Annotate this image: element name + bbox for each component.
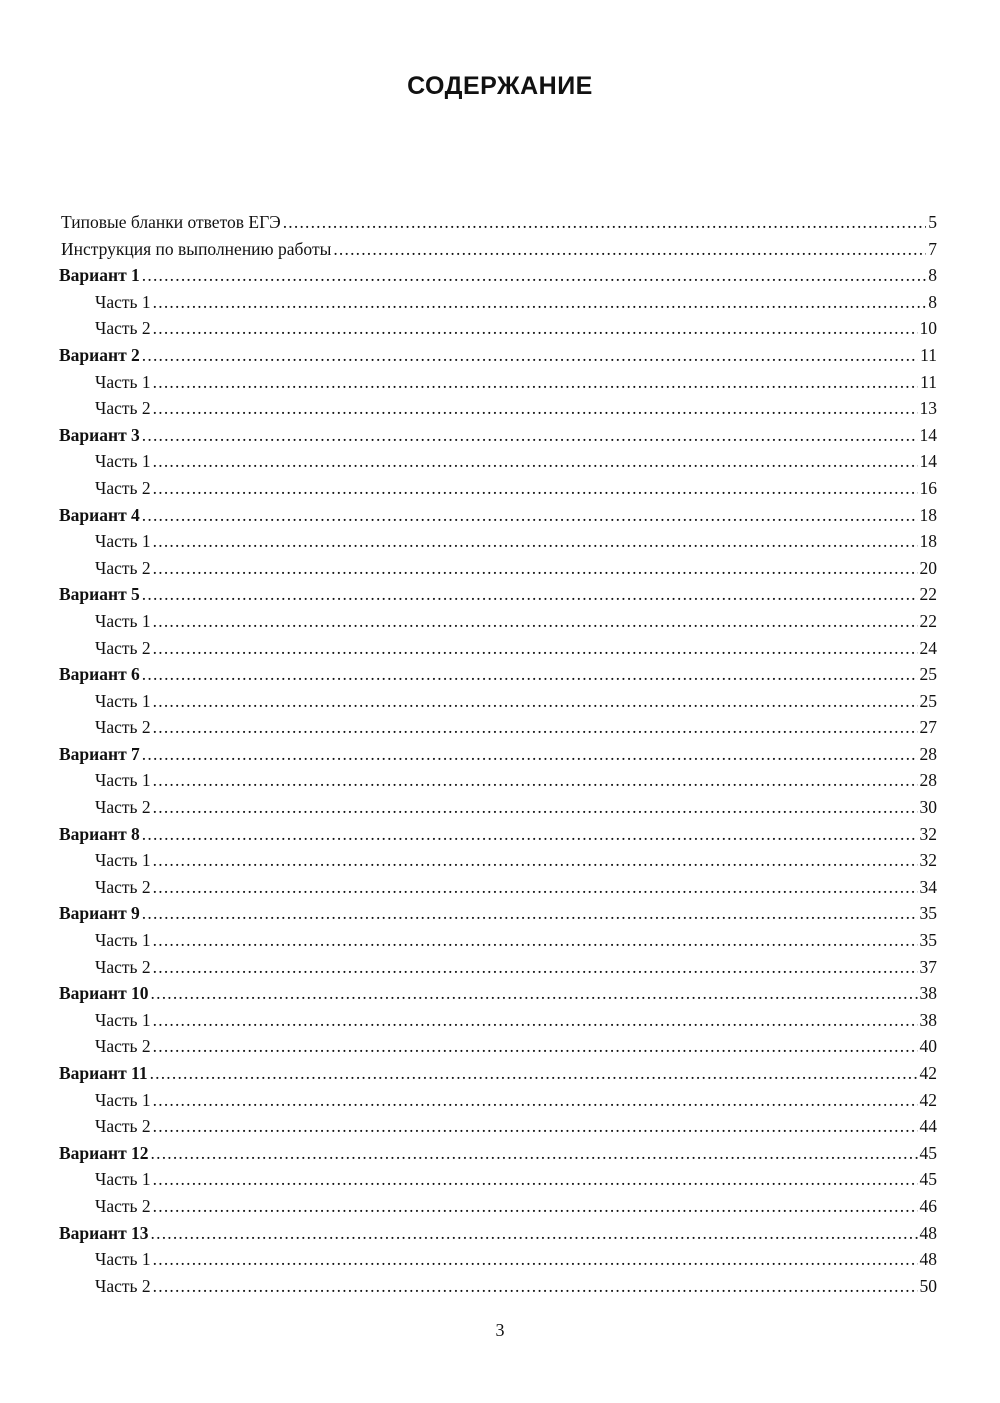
toc-entry-page: 48: [919, 1249, 937, 1270]
toc-entry-top-level[interactable]: [57, 236, 937, 263]
toc-entry-label: Инструкция по выполнению работы: [61, 238, 332, 259]
toc-entry-page: 13: [919, 398, 937, 419]
toc-entry-label: Часть 1: [95, 451, 151, 472]
toc-dot-leader: [151, 980, 918, 1007]
toc-entry-part[interactable]: [57, 767, 937, 794]
toc-entry-label: Часть 2: [95, 1036, 151, 1057]
toc-entry-part[interactable]: [57, 1193, 937, 1220]
toc-entry-part[interactable]: [57, 927, 937, 954]
toc-entry-label: Типовые бланки ответов ЕГЭ: [61, 212, 281, 232]
toc-entry-part[interactable]: [57, 714, 937, 741]
toc-dot-leader: [142, 262, 926, 289]
toc-entry-label: Вариант 5: [59, 584, 140, 605]
toc-dot-leader: [153, 927, 918, 954]
toc-dot-leader: [150, 1060, 918, 1087]
toc-dot-leader: [153, 954, 918, 981]
toc-entry-page: 46: [919, 1195, 937, 1216]
toc-entry-label: Часть 1: [95, 531, 151, 552]
toc-dot-leader: [151, 1140, 918, 1167]
toc-entry-part[interactable]: [57, 1113, 937, 1140]
toc-dot-leader: [153, 635, 918, 662]
toc-entry-part[interactable]: [57, 395, 937, 422]
toc-entry-label: Часть 1: [95, 850, 151, 871]
toc-entry-page: 35: [919, 903, 937, 924]
toc-dot-leader: [153, 1166, 918, 1193]
toc-entry-page: 38: [919, 1009, 937, 1030]
toc-entry-variant[interactable]: [57, 422, 937, 449]
toc-entry-page: 35: [919, 930, 937, 951]
toc-entry-part[interactable]: [57, 794, 937, 821]
toc-entry-page: 44: [919, 1116, 937, 1137]
toc-dot-leader: [153, 1273, 918, 1300]
toc-entry-page: 25: [919, 664, 937, 685]
toc-dot-leader: [153, 1193, 918, 1220]
toc-dot-leader: [142, 821, 918, 848]
toc-entry-part[interactable]: [57, 608, 937, 635]
toc-entry-variant[interactable]: [57, 980, 937, 1007]
toc-dot-leader: [153, 714, 918, 741]
toc-dot-leader: [153, 874, 918, 901]
toc-dot-leader: [142, 661, 918, 688]
toc-entry-label: Вариант 6: [59, 664, 140, 685]
toc-dot-leader: [142, 900, 918, 927]
toc-dot-leader: [283, 209, 927, 236]
toc-entry-page: 10: [919, 318, 937, 339]
toc-entry-label: Часть 1: [95, 690, 151, 711]
toc-entry-page: 20: [919, 557, 937, 578]
toc-entry-page: 48: [919, 1222, 937, 1243]
toc-entry-label: Часть 2: [95, 797, 151, 818]
toc-dot-leader: [153, 1246, 918, 1273]
toc-entry-variant[interactable]: [57, 1140, 937, 1167]
toc-entry-label: Вариант 12: [59, 1142, 149, 1163]
toc-entry-part[interactable]: [57, 1033, 937, 1060]
toc-entry-page: 38: [919, 983, 937, 1004]
toc-entry-label: Часть 1: [95, 371, 151, 392]
toc-entry-label: Вариант 1: [59, 265, 140, 286]
toc-entry-part[interactable]: [57, 688, 937, 715]
toc-dot-leader: [153, 528, 918, 555]
toc-entry-page: 11: [920, 371, 937, 392]
toc-entry-page: 22: [919, 610, 937, 631]
toc-entry-page: 32: [919, 850, 937, 871]
toc-entry-part[interactable]: [57, 448, 937, 475]
toc-entry-page: 8: [928, 265, 937, 286]
toc-dot-leader: [142, 741, 918, 768]
toc-entry-label: Часть 2: [95, 477, 151, 498]
toc-dot-leader: [142, 342, 918, 369]
toc-entry-variant[interactable]: [57, 741, 937, 768]
page-number: 3: [495, 1320, 505, 1340]
table-of-contents: [57, 209, 937, 1299]
toc-entry-variant[interactable]: [57, 502, 937, 529]
toc-entry-part[interactable]: [57, 847, 937, 874]
toc-entry-label: Часть 1: [95, 1089, 151, 1110]
toc-dot-leader: [153, 395, 918, 422]
toc-entry-page: 34: [919, 876, 937, 897]
toc-entry-label: Часть 1: [95, 1249, 151, 1270]
toc-entry-variant[interactable]: [57, 1220, 937, 1247]
toc-entry-page: 30: [919, 797, 937, 818]
toc-entry-part[interactable]: [57, 289, 937, 316]
toc-entry-label: Часть 2: [95, 1116, 151, 1137]
toc-dot-leader: [153, 315, 918, 342]
toc-entry-page: 8: [928, 291, 937, 312]
toc-entry-label: Часть 2: [95, 956, 151, 977]
toc-entry-page: 27: [919, 717, 937, 738]
toc-entry-variant[interactable]: [57, 1060, 937, 1087]
toc-entry-label: Часть 2: [95, 557, 151, 578]
toc-entry-label: Вариант 9: [59, 903, 140, 924]
toc-entry-label: Часть 1: [95, 610, 151, 631]
toc-entry-page: 40: [919, 1036, 937, 1057]
toc-dot-leader: [142, 422, 918, 449]
toc-entry-label: Часть 2: [95, 637, 151, 658]
toc-entry-page: 28: [919, 770, 937, 791]
toc-entry-page: 18: [919, 504, 937, 525]
toc-dot-leader: [153, 555, 918, 582]
toc-entry-label: Часть 2: [95, 717, 151, 738]
toc-entry-label: Вариант 7: [59, 743, 140, 764]
toc-dot-leader: [153, 767, 918, 794]
toc-entry-part[interactable]: [57, 954, 937, 981]
toc-entry-page: 42: [919, 1063, 937, 1083]
toc-dot-leader: [153, 448, 918, 475]
toc-entry-label: Вариант 4: [59, 504, 140, 525]
toc-entry-page: 7: [928, 238, 937, 259]
toc-entry-page: 45: [919, 1142, 937, 1163]
toc-entry-page: 32: [919, 823, 937, 844]
toc-entry-page: 45: [919, 1169, 937, 1190]
toc-entry-label: Вариант 3: [59, 424, 140, 445]
toc-entry-page: 28: [919, 743, 937, 764]
toc-entry-variant[interactable]: [57, 262, 937, 289]
toc-entry-part[interactable]: [57, 528, 937, 555]
toc-dot-leader: [153, 794, 918, 821]
page-title: СОДЕРЖАНИЕ: [407, 72, 593, 100]
toc-dot-leader: [153, 1087, 918, 1114]
toc-dot-leader: [153, 608, 918, 635]
toc-entry-variant[interactable]: [57, 821, 937, 848]
toc-dot-leader: [153, 475, 918, 502]
toc-dot-leader: [153, 688, 918, 715]
toc-entry-label: Часть 2: [95, 318, 151, 339]
toc-entry-variant[interactable]: [57, 661, 937, 688]
toc-entry-part[interactable]: [57, 1007, 937, 1034]
toc-entry-label: Часть 2: [95, 398, 151, 419]
toc-entry-label: Часть 2: [95, 1275, 151, 1296]
toc-entry-part[interactable]: [57, 555, 937, 582]
toc-dot-leader: [153, 1007, 918, 1034]
toc-entry-page: 24: [919, 637, 937, 658]
toc-dot-leader: [153, 369, 918, 396]
toc-entry-label: Вариант 10: [59, 983, 149, 1004]
toc-dot-leader: [333, 236, 926, 263]
toc-entry-variant[interactable]: [57, 581, 937, 608]
toc-entry-label: Часть 1: [95, 930, 151, 951]
toc-entry-label: Вариант 11: [59, 1063, 148, 1083]
toc-entry-part[interactable]: [57, 1087, 937, 1114]
toc-dot-leader: [153, 1033, 918, 1060]
toc-entry-label: Часть 1: [95, 1009, 151, 1030]
toc-entry-label: Часть 1: [95, 291, 151, 312]
toc-entry-label: Часть 1: [95, 770, 151, 791]
toc-dot-leader: [153, 1113, 918, 1140]
toc-dot-leader: [153, 847, 918, 874]
toc-entry-part[interactable]: [57, 635, 937, 662]
toc-entry-part[interactable]: [57, 874, 937, 901]
toc-entry-variant[interactable]: [57, 342, 937, 369]
toc-entry-top-level[interactable]: [57, 209, 937, 236]
toc-entry-part[interactable]: [57, 1166, 937, 1193]
toc-entry-label: Вариант 2: [59, 344, 140, 365]
toc-entry-label: Часть 2: [95, 1195, 151, 1216]
toc-entry-label: Часть 2: [95, 876, 151, 897]
toc-dot-leader: [151, 1220, 918, 1247]
toc-entry-page: 18: [919, 531, 937, 552]
toc-entry-part[interactable]: [57, 369, 937, 396]
toc-entry-page: 16: [919, 477, 937, 498]
toc-entry-page: 22: [919, 584, 937, 605]
toc-entry-page: 14: [919, 424, 937, 445]
toc-entry-label: Вариант 8: [59, 823, 140, 844]
toc-entry-label: Часть 1: [95, 1169, 151, 1190]
toc-dot-leader: [142, 502, 918, 529]
toc-entry-part[interactable]: [57, 475, 937, 502]
toc-entry-page: 50: [919, 1275, 937, 1296]
toc-entry-part[interactable]: [57, 315, 937, 342]
toc-dot-leader: [153, 289, 927, 316]
toc-entry-variant[interactable]: [57, 900, 937, 927]
toc-entry-page: 37: [919, 956, 937, 977]
toc-entry-page: 5: [928, 212, 937, 232]
toc-entry-part[interactable]: [57, 1273, 937, 1300]
toc-entry-page: 42: [919, 1089, 937, 1110]
toc-entry-page: 25: [919, 690, 937, 711]
toc-entry-page: 14: [919, 451, 937, 472]
toc-entry-page: 11: [920, 344, 937, 365]
toc-entry-part[interactable]: [57, 1246, 937, 1273]
toc-dot-leader: [142, 581, 918, 608]
toc-entry-label: Вариант 13: [59, 1222, 149, 1243]
